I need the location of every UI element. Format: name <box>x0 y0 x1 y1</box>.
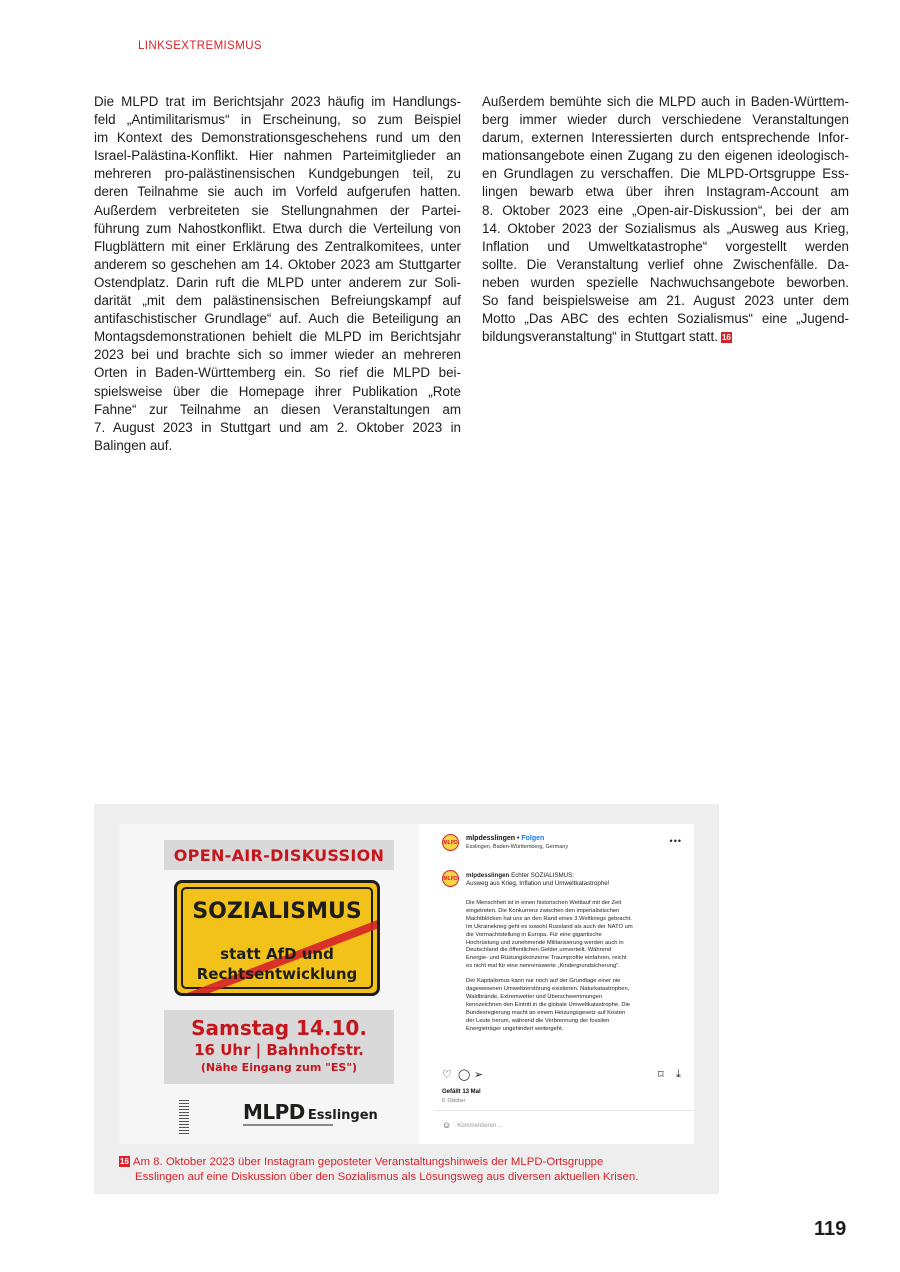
text-line-content: bildungsveranstaltung“ in Stuttgart statt. <box>482 329 718 345</box>
logo-text: MLPD <box>243 1100 305 1124</box>
comment-placeholder: Kommentieren ... <box>457 1123 503 1129</box>
body-line: die Vormachtstellung in Europa. Für eine gigantische <box>466 931 602 938</box>
share-icon[interactable]: ➢ <box>474 1069 484 1081</box>
text-line: lingen bewarb etwa über ihren Instagram-Account am <box>482 184 849 200</box>
more-horizontal-icon[interactable]: ••• <box>669 836 682 846</box>
likes-count[interactable]: Gefällt 13 Mal <box>442 1089 481 1095</box>
body-line: Energie- und Rüstungskonzerne Traumprofite einfahren, reicht <box>466 955 627 962</box>
instagram-post <box>434 824 694 1144</box>
post-body-text <box>466 900 688 1060</box>
emoji-icon[interactable]: ☺ <box>442 1120 452 1130</box>
text-line: mehreren pro-palästinensischen Kundgebungen teil, zu <box>94 166 461 182</box>
body-paragraph-2 <box>466 978 688 1033</box>
sign-subline-2: Rechtsentwicklung <box>196 965 358 983</box>
caption-line-1: Echter SOZIALISMUS: <box>511 872 574 879</box>
text-line: antifaschistischer Grundlage“ auf. Auch die Beteiligung an <box>94 311 461 327</box>
text-line: Montagsdemonstrationen behielt die MLPD im Berichtsjahr <box>94 329 461 345</box>
text-line: berg immer wieder durch verschiedene Veranstaltungen <box>482 112 849 128</box>
town-sign-graphic <box>174 880 380 996</box>
body-line: es nicht mal für eine nennenswerte „Kindergrundsicherung“. <box>466 963 620 970</box>
download-icon[interactable]: ⤓ <box>676 1068 681 1080</box>
text-line: Flugblättern mit einer Erklärung des Zentralkomitees, unter <box>94 238 461 254</box>
poster-time-place: 16 Uhr | Bahnhofstr. <box>194 1041 364 1059</box>
text-line: spielsweise über die Homepage ihrer Publikation „Rote <box>94 383 461 399</box>
text-line: mationsangebote einen Zugang zu den eigenen ideologisch- <box>482 148 849 164</box>
text-line: Außerdem verbreiteten sie Stellungnahmen der Partei- <box>94 202 461 218</box>
text-line: Ostendplatz. Darin ruft die MLPD unter anderem zur Soli- <box>94 274 461 290</box>
text-line: Inflation und Umweltkatastrophe“ vorgestellt werden <box>482 238 849 254</box>
post-location[interactable]: Esslingen, Baden-Württemberg, Germany <box>466 844 569 850</box>
body-text-left-column <box>94 93 461 455</box>
page-number: 119 <box>814 1218 847 1240</box>
avatar[interactable] <box>442 834 459 851</box>
username-link[interactable]: mlpdesslingen <box>466 835 516 842</box>
body-line: der Leute herum, während die Verbrennung der fossilen <box>466 1017 610 1024</box>
divider <box>434 1110 694 1111</box>
heart-icon[interactable]: ♡ <box>442 1069 452 1081</box>
body-line: Der Kapitalismus kann nur noch auf der Grundlage einer nie <box>466 978 621 985</box>
section-header: LINKSEXTREMISMUS <box>138 40 262 52</box>
mlpd-logo <box>243 1100 378 1124</box>
text-line: neben wurden spezielle Nachwuchsangebote beworben. <box>482 274 849 290</box>
body-line: Deutschland die öffentlichen Gelder umverteilt. Während <box>466 947 612 954</box>
body-line: Bundesregierung macht an einem Heizungsgesetz auf Kosten <box>466 1009 626 1016</box>
post-date: 8. Oktober <box>442 1098 466 1104</box>
text-line: darität „mit dem palästinensischen Befreiungskampf auf <box>94 293 461 309</box>
poster-date-block <box>164 1010 394 1084</box>
logo-underline <box>243 1124 333 1126</box>
caption-line-2: Esslingen auf eine Diskussion über den Sozialismus als Lösungsweg aus diversen aktuellen Krisen. <box>135 1170 639 1183</box>
text-line: 7. August 2023 in Stuttgart und am 2. Oktober 2023 in <box>94 419 461 435</box>
text-line: So fand beispielsweise am 21. August 2023 unter dem <box>482 293 849 309</box>
poster-date: Samstag 14.10. <box>191 1016 367 1040</box>
reference-badge[interactable]: 16 <box>721 333 731 343</box>
post-caption <box>466 872 688 888</box>
text-line: führung zum Nahostkonflikt. Etwa durch die Verteilung von <box>94 220 461 236</box>
bookmark-icon[interactable]: ⌑ <box>658 1069 664 1081</box>
body-line: kennzeichnen den Eintritt in die globale Umweltkatastrophe. Die <box>466 1001 631 1008</box>
avatar[interactable] <box>442 870 459 887</box>
caption-line-2: Ausweg aus Krieg, Inflation und Umweltkatastrophe! <box>466 880 610 887</box>
text-line: Außerdem bemühte sich die MLPD auch in Baden-Württem- <box>482 94 849 109</box>
sign-subline-1: statt AfD und <box>220 945 334 963</box>
follow-button[interactable]: Folgen <box>521 835 545 842</box>
body-line: Die Menschheit ist in einen historischen Wettlauf mit der Zeit <box>466 900 622 906</box>
caption-username[interactable]: mlpdesslingen <box>466 872 510 879</box>
body-line: Im Ukrainekrieg geht es sowohl Russland als auch der NATO um <box>466 923 633 930</box>
text-line: 2023 bei und brachte sich so immer wieder an mehreren <box>94 347 461 363</box>
figure-image <box>119 824 694 1144</box>
avatar-text: MLPD <box>443 875 458 882</box>
text-line: 8. Oktober 2023 eine „Open-air-Diskussion“, bei der am <box>482 202 849 218</box>
event-poster <box>119 824 419 1144</box>
post-actions <box>442 1068 687 1082</box>
avatar-text: MLPD <box>443 839 458 846</box>
comment-input[interactable] <box>442 1120 503 1130</box>
post-header-user <box>466 835 544 842</box>
logo-city: Esslingen <box>307 1108 378 1123</box>
poster-banner: OPEN-AIR-DISKUSSION <box>164 840 394 870</box>
poster-location-note: (Nähe Eingang zum "ES") <box>200 1061 358 1074</box>
poster-imprint <box>179 1100 189 1134</box>
text-line: darum, externen Interessierten durch entsprechende Infor- <box>482 130 849 146</box>
separator-dot: • <box>516 835 520 842</box>
body-line: Hochrüstung und zunehmende Militarisierung werden auch in <box>466 939 624 946</box>
text-line: en Grundlagen zu verschaffen. Die MLPD-Ortsgruppe Ess- <box>482 166 849 182</box>
body-line: Energieträger ungehindert weitergeht. <box>466 1025 564 1032</box>
text-line: Balingen auf. <box>94 437 173 453</box>
figure-caption <box>119 1155 709 1184</box>
text-line: feld „Antimilitarismus“ in Erscheinung, so zum Beispiel <box>94 112 461 128</box>
text-line: Orten in Baden-Württemberg ein. So rief die MLPD bei- <box>94 365 461 381</box>
body-line: Waldbrände, Extremwetter und Überschwemmungen <box>466 993 603 1000</box>
sign-headline: SOZIALISMUS <box>192 899 362 924</box>
text-line: im Kontext des Demonstrationsgeschehens rund um den <box>94 130 461 146</box>
text-line: Motto „Das ABC des echten Sozialismus“ eine „Jugend- <box>482 311 849 327</box>
body-line: dagewesenen Umweltzerstörung existieren. Naturkatastrophen, <box>466 986 630 993</box>
text-line <box>482 328 849 346</box>
text-line: sollte. Die Veranstaltung verlief ohne Zwischenfälle. Da- <box>482 256 849 272</box>
text-line: anderem so geschehen am 14. Oktober 2023 am Stuttgarter <box>94 256 461 272</box>
text-line: Israel-Palästina-Konflikt. Hier nahmen Parteimitglieder an <box>94 148 461 164</box>
text-line: Fahne“ zur Teilnahme an diesen Veranstaltungen am <box>94 401 461 417</box>
text-line: Die MLPD trat im Berichtsjahr 2023 häufig im Handlungs- <box>94 94 461 109</box>
comment-icon[interactable]: ◯ <box>458 1069 471 1081</box>
text-line: deren Teilnahme sie auch im Vorfeld aufgerufen hatten. <box>94 184 461 200</box>
figure-box <box>94 804 719 1194</box>
body-paragraph-1 <box>466 900 688 971</box>
body-line: Machtblöcken hat uns an den Rand eines 3.Weltkriegs gebracht. <box>466 915 632 922</box>
caption-line-1: Am 8. Oktober 2023 über Instagram geposteter Veranstaltungshinweis der MLPD-Ortsgruppe <box>132 1156 604 1168</box>
body-text-right-column <box>482 93 849 346</box>
body-line: eingetreten. Die Konkurrenz zwischen den imperialistischen <box>466 907 620 914</box>
figure-ref-badge: 16 <box>120 1157 129 1166</box>
text-line: 14. Oktober 2023 der Sozialismus als „Ausweg aus Krieg, <box>482 220 849 236</box>
